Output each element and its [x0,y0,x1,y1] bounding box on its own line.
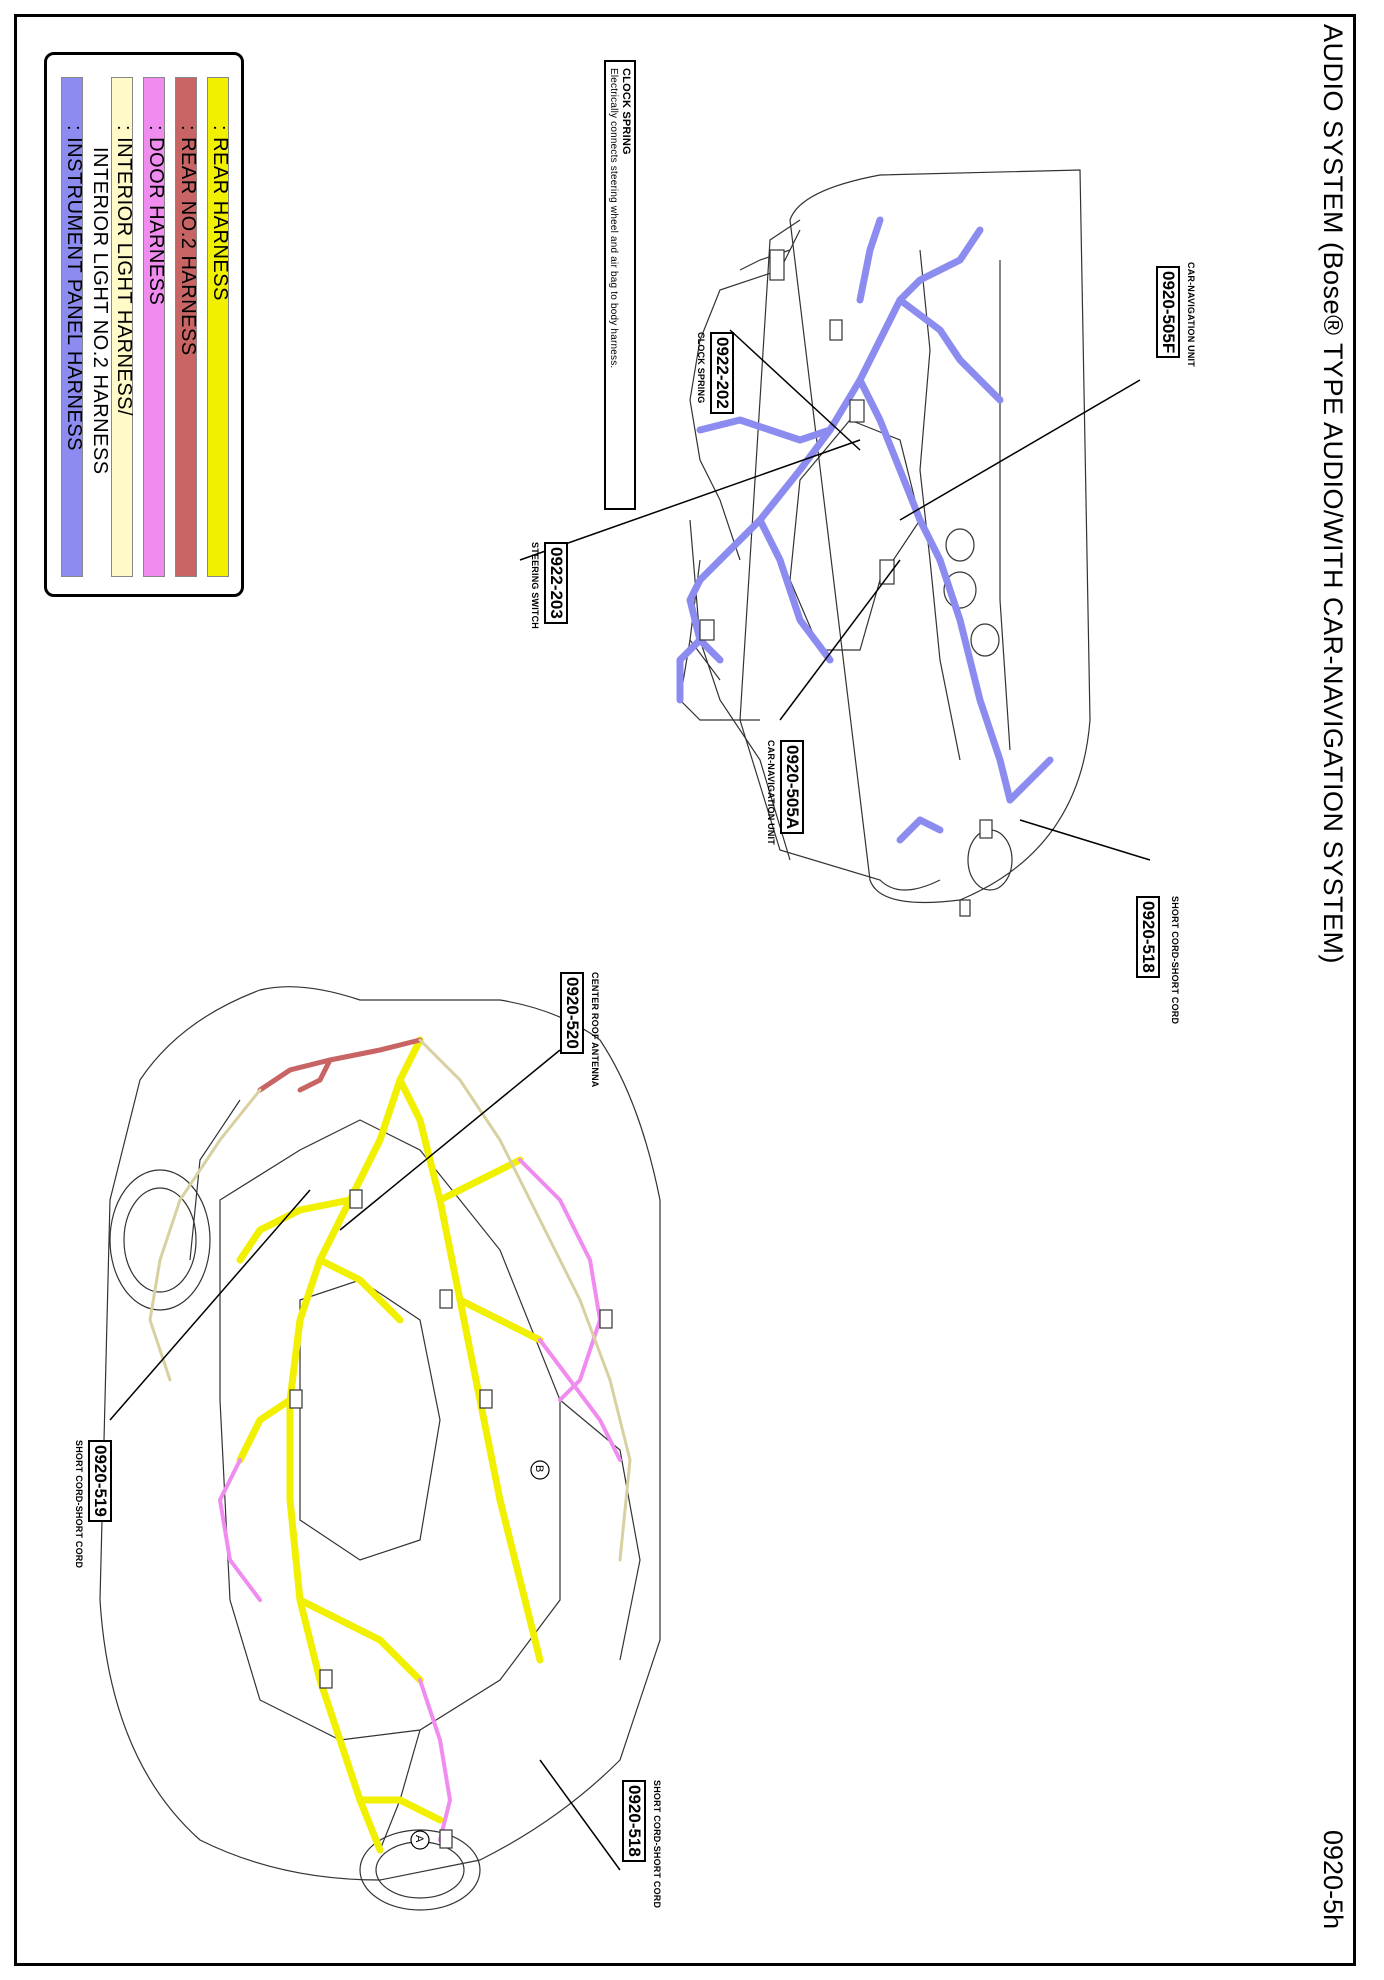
note-heading: CLOCK SPRING [620,68,632,155]
instrument-panel-harness [680,220,1050,840]
callout-caption-203: STEERING SWITCH [530,542,540,630]
page-title: AUDIO SYSTEM (Bose® TYPE AUDIO/WITH CAR-NAVIGATION SYSTEM) [1318,24,1348,965]
legend-label: : REAR HARNESS [209,125,231,301]
callout-code-505F: 0920-505F [1156,266,1180,358]
callout-code-518b: 0920-518 [622,1780,646,1862]
callout-caption-519: SHORT CORD-SHORT CORD [74,1440,84,1569]
callout-code-505A: 0920-505A [780,740,804,834]
legend-label-2: INTERIOR LIGHT NO.2 HARNESS [89,147,111,475]
callout-caption-520: CENTER ROOF ANTENNA [590,972,600,1088]
callout-code-203: 0922-203 [544,542,568,624]
callout-code-518a: 0920-518 [1136,896,1160,978]
page-number: 0920-5h [1318,1830,1348,1930]
callout-code-202: 0922-202 [710,332,734,414]
rear-harness [240,1040,540,1850]
callout-caption-505A: CAR-NAVIGATION UNIT [766,740,776,845]
callout-caption-202: CLOCK SPRING [696,332,706,404]
legend-label: : REAR NO.2 HARNESS [177,125,199,356]
note-text: Electrically connects steering wheel and air bag to body harness. [608,68,619,369]
legend-label: : INSTRUMENT PANEL HARNESS [63,125,85,452]
callout-caption-518a: SHORT CORD-SHORT CORD [1170,896,1180,1025]
markers [411,1461,549,1849]
marker-a-label: A [413,1835,425,1843]
callout-code-520: 0920-520 [560,972,584,1054]
body-connectors [290,1190,612,1848]
callout-code-519: 0920-519 [88,1440,112,1522]
legend-label: : INTERIOR LIGHT HARNESS/ [113,125,135,417]
leader-lines [110,330,1150,1870]
legend-label: : DOOR HARNESS [145,125,167,306]
callout-caption-518b: SHORT CORD-SHORT CORD [652,1780,662,1909]
vehicle-body-drawing [100,987,660,1910]
callout-caption-505F: CAR-NAVIGATION UNIT [1186,262,1196,367]
marker-b-label: B [533,1465,545,1473]
